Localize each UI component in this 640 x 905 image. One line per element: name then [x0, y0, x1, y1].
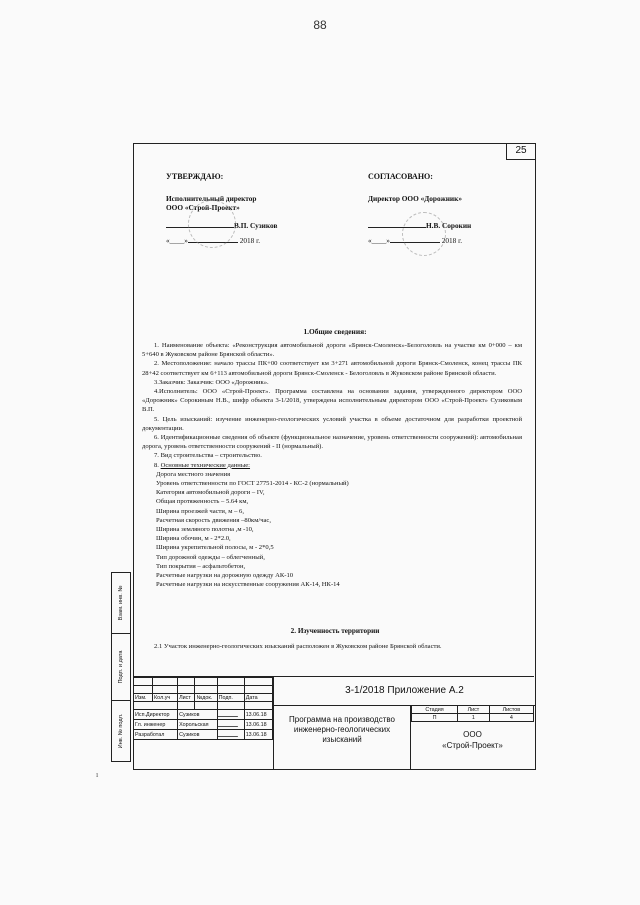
stage-header: Стадия: [412, 706, 458, 714]
tech-item: Тип дорожной одежды – облегченный,: [156, 553, 265, 561]
table-row: [134, 720, 273, 730]
strip-cell-inv-orig: [111, 700, 131, 762]
table-row: [134, 710, 273, 720]
sheet-header: Лист: [458, 706, 490, 714]
paragraph-4: 4.Исполнитель: ООО «Строй-Проект». Программа составлена на основании задания, утвержденного директором ООО «Дорожник» Сорокиным Н.В., шифр объекта 3-1/2018, утверждена исполнительным директором ООО «Строй-Проект» Сузиковым В.П.: [142, 388, 522, 414]
agree-date-prefix: «____»: [368, 236, 390, 245]
company-stamp-2: [402, 212, 446, 256]
signature: [217, 710, 240, 717]
role-cell: Исп.Директор: [134, 710, 178, 720]
organization: [411, 729, 534, 751]
agree-position: Директор ООО «Дорожник»: [368, 194, 462, 203]
date-cell: 13.06.18: [244, 730, 272, 740]
section2-title: 2. Изученность территории: [290, 627, 380, 635]
name-cell: Хорольская: [178, 720, 217, 730]
col-header: Подп.: [217, 694, 244, 702]
tech-item: Расчетная скорость движения –80км/час,: [156, 516, 272, 524]
tech-item: Расчетные нагрузки на искусственные сооружения АК-14, НК-14: [156, 581, 340, 589]
role-cell: Разработал: [134, 730, 178, 740]
agree-name: Н.В. Сорокин: [426, 221, 472, 230]
signature: [217, 720, 240, 727]
section1-title: 1.Общие сведения:: [303, 327, 367, 336]
table-row: [134, 730, 273, 740]
edge-mark: ı: [96, 770, 99, 779]
tech-item: Ширина обочин, м - 2*2.0,: [156, 535, 231, 543]
tech-item: Категория автомобильной дороги – IV,: [156, 489, 265, 497]
col-header: Изм.: [134, 694, 153, 702]
strip-label: Инв. № подл.: [118, 713, 124, 749]
org-line1: ООО: [463, 730, 482, 739]
agree-date-suffix: 2018 г.: [441, 236, 463, 245]
approve-name: В.П. Сузиков: [234, 221, 278, 230]
sheets-header: Листов: [489, 706, 533, 714]
approve-block: [166, 172, 316, 245]
section2-body: [142, 642, 522, 651]
approve-date-prefix: «____»: [166, 236, 188, 245]
agree-heading: СОГЛАСОВАНО:: [368, 172, 433, 181]
paragraph-6: 6. Идентификационные сведения об объекте (функциональное назначение, уровень ответственности сооружений): автомобильная дорога, уровень ответственности сооружений - II (нормальный).: [142, 434, 522, 451]
paragraph-1: 1. Наименование объекта: «Реконструкция автомобильной дороги «Брянск-Смоленск»-Белоголовль на участке км 0+000 – км 5+640 в Жуковском районе Брянской области».: [142, 342, 522, 359]
sheet-number: 25: [506, 143, 535, 160]
signature-cell: [217, 720, 244, 730]
col-header: Кол.уч: [153, 694, 178, 702]
tech-item: Тип покрытия – асфальтобетон,: [156, 562, 246, 570]
approve-heading: УТВЕРЖДАЮ:: [166, 172, 224, 181]
paragraph-7: 7. Вид строительства – строительство.: [154, 452, 262, 460]
title-block: [133, 676, 534, 769]
strip-cell-replace-inv: [111, 572, 131, 634]
signature-cell: [217, 710, 244, 720]
tech-item: Ширина земляного полотна ,м -10,: [156, 526, 254, 534]
tech-item: Дорога местного значения: [156, 470, 231, 478]
tech-heading: Основные технические данные:: [160, 461, 251, 469]
approve-date-suffix: 2018 г.: [239, 236, 261, 245]
paragraph-2-1: 2.1 Участок инженерно-геологических изысканий расположен в Жуковском районе Брянской области.: [154, 643, 442, 650]
strip-cell-sign-date: [111, 633, 131, 701]
date-cell: 13.06.18: [244, 720, 272, 730]
page-number: 88: [313, 18, 327, 32]
tech-item: Уровень ответственности по ГОСТ 27751-2014 - КС-2 (нормальный): [156, 480, 349, 488]
date-cell: 13.06.18: [244, 710, 272, 720]
sheets-value: 4: [489, 714, 533, 722]
doc-title: Программа на производство инженерно-геологических изысканий: [273, 705, 411, 769]
strip-label: Подп. и дата: [118, 650, 124, 684]
signature-cell: [217, 730, 244, 740]
tech-heading-num: 8.: [154, 461, 159, 469]
doc-code: 3-1/2018 Приложение А.2: [273, 677, 535, 706]
side-strip: [111, 572, 131, 762]
col-header: №док.: [195, 694, 217, 702]
paragraph-3: 3.Заказчик: Заказчик: ООО «Дорожник».: [154, 378, 269, 386]
name-cell: Сузиков: [178, 730, 217, 740]
stage-value: П: [412, 714, 458, 722]
paragraph-8: [142, 461, 522, 470]
paragraph-2: 2. Местоположение: начало трассы ПК+00 соответствует км 3+271 автомобильной дороги Брянск-Смоленск, конец трассы ПК 28+42 соответствует км 6+113 автомобильной дороги Брянск-Смоленск - Белоголовль в Жуковском районе Брянской области.: [142, 360, 522, 377]
title-block-signatures: [133, 677, 273, 740]
role-cell: Гл. инженер: [134, 720, 178, 730]
approve-company: ООО «Строй-Проект»: [166, 203, 240, 212]
tech-list: [142, 470, 522, 590]
company-stamp: [188, 200, 236, 248]
tech-item: Ширина проезжей части, м – 6,: [156, 507, 244, 515]
tech-item: Общая протяженность – 5.64 км,: [156, 498, 249, 506]
paragraph-5: 5. Цель изысканий: изучение инженерно-геологических условий участка в объеме достаточном для разработки проектной документации.: [142, 415, 522, 432]
stage-table: [411, 705, 534, 722]
tech-item: Расчетные нагрузки на дорожную одежду АК-10: [156, 572, 294, 580]
sheet-value: 1: [458, 714, 490, 722]
section1-body: [142, 341, 522, 589]
name-cell: Сузиков: [178, 710, 217, 720]
signature: [217, 730, 240, 737]
col-header: Лист: [178, 694, 195, 702]
org-line2: «Строй-Проект»: [442, 741, 503, 750]
approve-position: Исполнительный директор: [166, 194, 257, 203]
col-header: Дата: [244, 694, 272, 702]
strip-label: Взам. инв. №: [118, 585, 124, 621]
tech-item: Ширина укрепительной полосы, м - 2*0,5: [156, 544, 274, 552]
